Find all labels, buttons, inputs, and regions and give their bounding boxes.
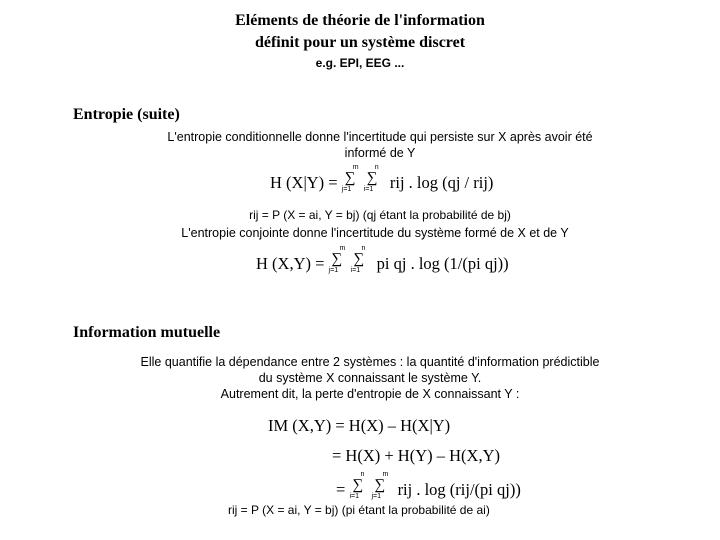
sum-upper-limit: n: [360, 471, 365, 478]
sigma-glyph: ∑: [331, 251, 343, 267]
sum-symbol-i: [363, 164, 386, 193]
mutual-information-line-2: du système X connaissant le système Y.: [258, 371, 482, 385]
sum-lower-limit: j=1: [341, 186, 352, 193]
title-line-1: Eléments de théorie de l'information: [235, 12, 485, 29]
formula-lhs: H (X|Y) =: [270, 173, 342, 192]
sum-upper-limit: n: [361, 245, 366, 252]
joint-entropy-text: L'entropie conjointe donne l'incertitude du système formé de X et de Y: [181, 226, 569, 240]
sum-symbol-i: [349, 471, 371, 500]
mutual-information-formula-3: [336, 471, 521, 500]
sum-lower-limit: i=1: [350, 267, 361, 274]
sigma-glyph: ∑: [366, 170, 378, 186]
mutual-information-heading: Information mutuelle: [73, 324, 221, 341]
sum-symbol-j: [371, 471, 393, 500]
mutual-rij-definition: rij = P (X = ai, Y = bj) (pi étant la probabilité de ai): [228, 503, 490, 517]
sigma-glyph: ∑: [352, 477, 364, 493]
sigma-glyph: ∑: [374, 477, 386, 493]
sigma-glyph: ∑: [344, 170, 356, 186]
conditional-entropy-formula: [270, 164, 494, 193]
formula-lhs: H (X,Y) =: [256, 254, 329, 273]
title-examples: e.g. EPI, EEG ...: [315, 56, 405, 70]
mutual-information-text: [100, 354, 640, 402]
sigma-glyph: ∑: [353, 251, 365, 267]
sum-lower-limit: j=1: [328, 267, 339, 274]
mutual-information-line-1: Elle quantifie la dépendance entre 2 systèmes : la quantité d'information prédictible: [140, 355, 600, 369]
sum-lower-limit: j=1: [371, 493, 381, 500]
entropy-heading: Entropie (suite): [73, 106, 180, 123]
mutual-information-line-3: Autrement dit, la perte d'entropie de X connaissant Y :: [220, 387, 520, 401]
formula-lhs: =: [336, 480, 350, 499]
sum-symbol-j: [328, 245, 351, 274]
conditional-entropy-line-1: L'entropie conditionnelle donne l'incertitude qui persiste sur X après avoir été: [167, 130, 593, 144]
sum-upper-limit: m: [339, 245, 346, 252]
sum-upper-limit: n: [374, 164, 379, 171]
sum-upper-limit: m: [382, 471, 389, 478]
mutual-information-formula-1: IM (X,Y) = H(X) – H(X|Y): [268, 416, 451, 435]
sum-lower-limit: i=1: [363, 186, 374, 193]
sum-symbol-i: [350, 245, 373, 274]
conditional-entropy-text: [120, 129, 640, 161]
formula-rhs: rij . log (qj / rij): [385, 173, 494, 192]
conditional-entropy-line-2: informé de Y: [344, 146, 416, 160]
sum-upper-limit: m: [352, 164, 359, 171]
formula-rhs: rij . log (rij/(pi qj)): [393, 480, 521, 499]
joint-entropy-formula: [256, 245, 509, 274]
title-line-2: définit pour un système discret: [254, 34, 466, 51]
sum-lower-limit: i=1: [349, 493, 359, 500]
sum-symbol-j: [341, 164, 364, 193]
formula-rhs: pi qj . log (1/(pi qj)): [372, 254, 509, 273]
mutual-information-formula-2: = H(X) + H(Y) – H(X,Y): [332, 446, 500, 465]
rij-definition: rij = P (X = ai, Y = bj) (qj étant la probabilité de bj): [249, 208, 511, 222]
